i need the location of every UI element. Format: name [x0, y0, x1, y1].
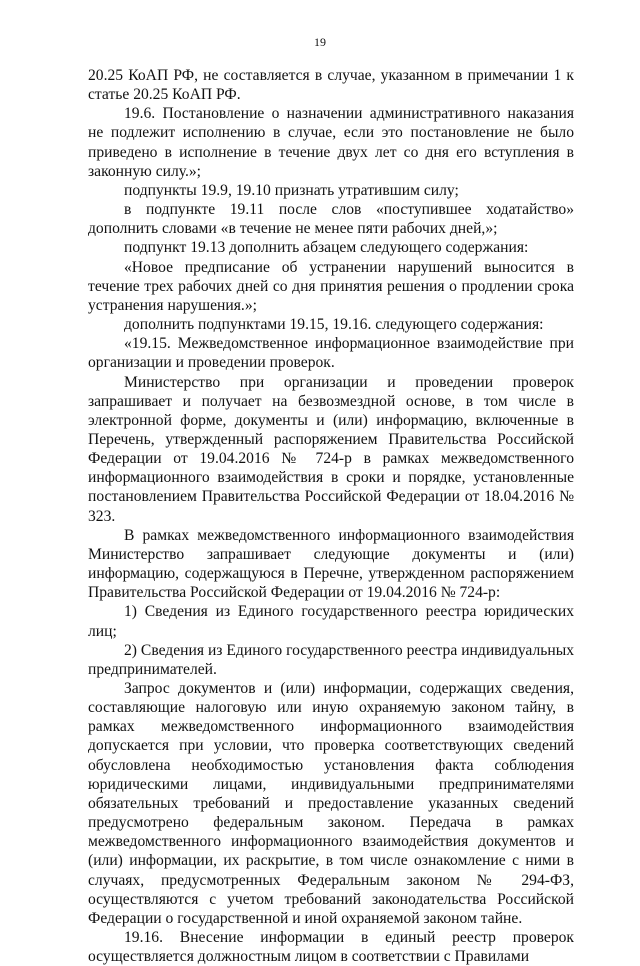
- paragraph-8: «19.15. Межведомственное информационное взаимодействие при организации и проведении проверок.: [88, 335, 574, 372]
- paragraph-1: 20.25 КоАП РФ, не составляется в случае, указанном в примечании 1 к статье 20.25 КоАП РФ.: [88, 67, 574, 104]
- paragraph-12: 2) Сведения из Единого государственного реестра индивидуальных предпринимателей.: [88, 641, 574, 678]
- paragraph-4: в подпункте 19.11 после слов «поступившее ходатайство» дополнить словами «в течение не менее пяти рабочих дней,»;: [88, 201, 574, 238]
- page-number: 19: [314, 35, 326, 49]
- paragraph-6: «Новое предписание об устранении нарушений выносится в течение трех рабочих дней со дня принятия решения о продлении срока устранения нарушения.»;: [88, 258, 574, 314]
- paragraph-13: Запрос документов и (или) информации, содержащих сведения, составляющие налоговую или иную охраняемую законом тайну, в рамках межведомственного информационного взаимодействия допускается при условии, что проверка соответствующих сведений обусловлена необходимостью установления факта соблюдения юридическими лицами, индивидуальными предпринимателями обязательных требований и предоставление указанных сведений предусмотрено федеральным законом. Передача в рамках межведомственного информационного взаимодействия документов и (или) информации, их раскрытие, в том числе ознакомление с ними в случаях, предусмотренных Федеральным законом № 294-ФЗ, осуществляются с учетом требований законодательства Российской Федерации о государственной и иной охраняемой законом тайне.: [88, 680, 574, 927]
- paragraph-5: подпункт 19.13 дополнить абзацем следующего содержания:: [124, 239, 529, 257]
- paragraph-9: Министерство при организации и проведении проверок запрашивает и получает на безвозмездной основе, в том числе в электронной форме, документы и (или) информацию, включенные в Перечень, утвержденный распоряжением Правительства Российской Федерации от 19.04.2016 № 724-р в рамках межведомственного информационного взаимодействия в сроки и порядке, установленные постановлением Правительства Российской Федерации от 18.04.2016 № 323.: [88, 373, 574, 525]
- paragraph-2: 19.6. Постановление о назначении административного наказания не подлежит исполнению в случае, если это постановление не было приведено в исполнение в течение двух лет со дня его вступления в законную силу.»;: [88, 105, 574, 180]
- document-body: [88, 66, 574, 966]
- paragraph-3: подпункты 19.9, 19.10 признать утратившим силу;: [124, 181, 459, 199]
- paragraph-11: 1) Сведения из Единого государственного реестра юридических лиц;: [88, 603, 574, 640]
- paragraph-10: В рамках межведомственного информационного взаимодействия Министерство запрашивает следующие документы и (или) информацию, содержащуюся в Перечне, утвержденном распоряжением Правительства Российской Федерации от 19.04.2016 № 724-р:: [88, 526, 574, 602]
- paragraph-14: 19.16. Внесение информации в единый реестр проверок осуществляется должностным лицом в соответствии с Правилами: [88, 929, 574, 966]
- paragraph-7: дополнить подпунктами 19.15, 19.16. следующего содержания:: [124, 316, 544, 334]
